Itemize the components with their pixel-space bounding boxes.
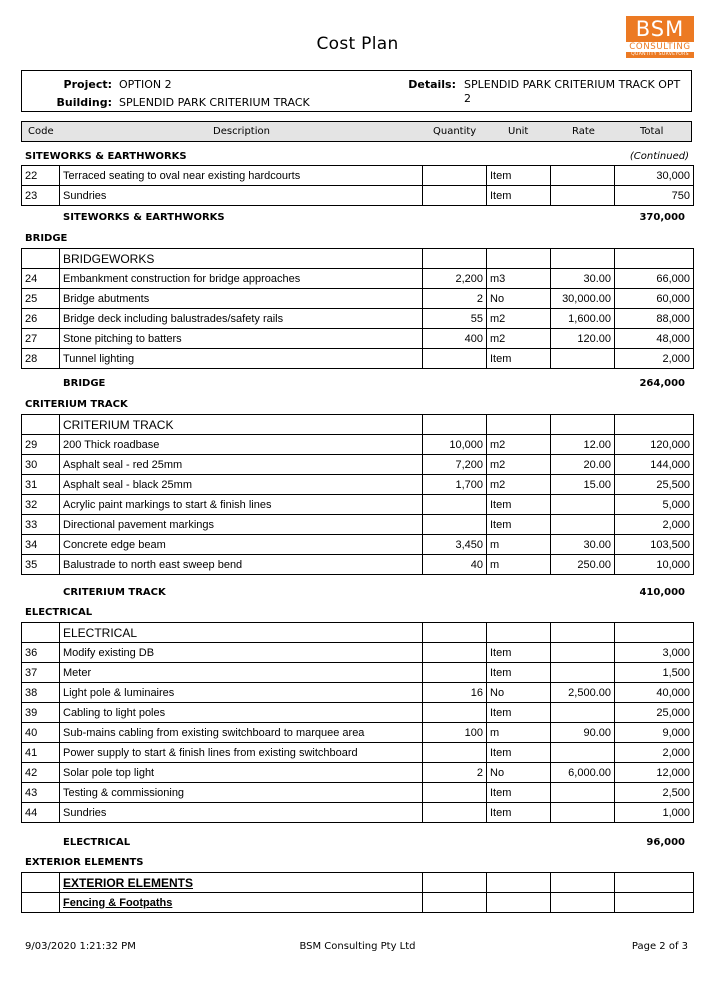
details-value-line2: 2 [464,92,471,105]
cell-total: 2,000 [615,515,694,535]
table-heading-row [22,415,694,435]
table-heading: BRIDGEWORKS [60,249,423,269]
cell-description: Tunnel lighting [60,349,423,369]
table-row [22,703,694,723]
col-rate: Rate [572,126,595,137]
cell-quantity: 2 [423,763,487,783]
cell-rate: 120.00 [551,329,615,349]
table-row [22,435,694,455]
cell-unit: Item [487,663,551,683]
cell-quantity [423,663,487,683]
cell-unit: No [487,289,551,309]
cell-quantity [423,166,487,186]
cell-description: Asphalt seal - black 25mm [60,475,423,495]
cell-total: 1,500 [615,663,694,683]
logo-main: BSM [626,16,694,42]
section-label-exterior: EXTERIOR ELEMENTS [25,857,144,868]
cell-quantity [423,803,487,823]
cell-quantity: 7,200 [423,455,487,475]
cell-rate: 250.00 [551,555,615,575]
cell-quantity [423,349,487,369]
cell-quantity: 2,200 [423,269,487,289]
project-info-box [21,70,692,112]
cell-quantity [423,515,487,535]
section-label-siteworks: SITEWORKS & EARTHWORKS [25,151,187,162]
cell-description: Meter [60,663,423,683]
table-row [22,269,694,289]
cell-rate [551,803,615,823]
cell-total: 10,000 [615,555,694,575]
cell-total: 2,500 [615,783,694,803]
cell-quantity: 400 [423,329,487,349]
table-row [22,166,694,186]
cell-rate: 1,600.00 [551,309,615,329]
bsm-logo [626,16,694,62]
section-label-electrical: ELECTRICAL [25,607,93,618]
cell-rate: 30.00 [551,269,615,289]
subtotal-value-siteworks: 370,000 [639,212,685,223]
cell-code: 39 [22,703,60,723]
table-heading: ELECTRICAL [60,623,423,643]
table-row [22,349,694,369]
cell-code: 38 [22,683,60,703]
cell-total: 144,000 [615,455,694,475]
criterium-table [21,414,694,575]
footer-company: BSM Consulting Pty Ltd [299,941,416,952]
cell-unit: m [487,723,551,743]
cell-description: Solar pole top light [60,763,423,783]
cell-description: 200 Thick roadbase [60,435,423,455]
cell-unit: Item [487,515,551,535]
table-heading: CRITERIUM TRACK [60,415,423,435]
table-row [22,803,694,823]
cell-quantity [423,186,487,206]
cell-unit: m3 [487,269,551,289]
cell-quantity: 10,000 [423,435,487,455]
col-total: Total [640,126,664,137]
table-row [22,515,694,535]
col-description: Description [213,126,270,137]
cell-quantity: 100 [423,723,487,743]
cell-description: Balustrade to north east sweep bend [60,555,423,575]
cell-total: 9,000 [615,723,694,743]
table-row [22,535,694,555]
cell-description: Stone pitching to batters [60,329,423,349]
cell-unit: Item [487,783,551,803]
cell-unit: Item [487,643,551,663]
cell-quantity [423,783,487,803]
cell-description: Bridge deck including balustrades/safety rails [60,309,423,329]
subtotal-label-bridge: BRIDGE [63,378,106,389]
cell-description: Acrylic paint markings to start & finish lines [60,495,423,515]
subtotal-value-criterium: 410,000 [639,587,685,598]
cell-description: Terraced seating to oval near existing hardcourts [60,166,423,186]
cell-rate: 6,000.00 [551,763,615,783]
cell-unit: m2 [487,329,551,349]
cell-code: 27 [22,329,60,349]
table-row [22,475,694,495]
cell-total: 1,000 [615,803,694,823]
cell-unit: m2 [487,435,551,455]
cell-unit: Item [487,495,551,515]
cell-rate: 90.00 [551,723,615,743]
table-heading-row [22,623,694,643]
subtotal-label-criterium: CRITERIUM TRACK [63,587,166,598]
cell-description: Sub-mains cabling from existing switchboard to marquee area [60,723,423,743]
table-row [22,663,694,683]
cell-description: Cabling to light poles [60,703,423,723]
table-row [22,289,694,309]
cell-unit: m [487,535,551,555]
section-label-criterium: CRITERIUM TRACK [25,399,128,410]
cell-quantity [423,495,487,515]
cell-rate [551,743,615,763]
cell-unit: Item [487,166,551,186]
cell-unit: Item [487,186,551,206]
cell-total: 2,000 [615,743,694,763]
cell-code: 31 [22,475,60,495]
cell-total: 60,000 [615,289,694,309]
cell-code: 44 [22,803,60,823]
cell-rate [551,349,615,369]
cell-rate [551,663,615,683]
table-row [22,723,694,743]
cell-quantity: 2 [423,289,487,309]
cell-total: 40,000 [615,683,694,703]
cell-description: Bridge abutments [60,289,423,309]
cell-rate [551,643,615,663]
project-value: OPTION 2 [119,78,172,91]
cell-description: Sundries [60,186,423,206]
cell-code: 32 [22,495,60,515]
cell-rate [551,495,615,515]
table-row [22,683,694,703]
logo-sub: CONSULTING [629,42,691,52]
cell-quantity: 40 [423,555,487,575]
cell-code: 23 [22,186,60,206]
cell-code: 41 [22,743,60,763]
continued-label: (Continued) [629,151,689,162]
exterior-subheading: Fencing & Footpaths [60,893,423,913]
cell-rate: 30,000.00 [551,289,615,309]
cell-description: Power supply to start & finish lines from existing switchboard [60,743,423,763]
section-label-bridge: BRIDGE [25,233,68,244]
cell-code: 37 [22,663,60,683]
table-row [22,743,694,763]
cell-code: 35 [22,555,60,575]
footer-datetime: 9/03/2020 1:21:32 PM [25,941,136,952]
cell-unit: Item [487,703,551,723]
cell-code: 26 [22,309,60,329]
exterior-table [21,872,694,913]
cell-rate: 15.00 [551,475,615,495]
cell-code: 34 [22,535,60,555]
table-row [22,783,694,803]
cell-total: 750 [615,186,694,206]
cell-rate: 2,500.00 [551,683,615,703]
building-value: SPLENDID PARK CRITERIUM TRACK [119,96,310,109]
cell-description: Embankment construction for bridge approaches [60,269,423,289]
cell-unit: No [487,763,551,783]
table-row [22,555,694,575]
cell-unit: Item [487,349,551,369]
cell-total: 103,500 [615,535,694,555]
cell-total: 25,500 [615,475,694,495]
cell-code: 42 [22,763,60,783]
cell-total: 2,000 [615,349,694,369]
subtotal-label-electrical: ELECTRICAL [63,837,131,848]
cell-code: 30 [22,455,60,475]
cell-total: 66,000 [615,269,694,289]
table-row [22,455,694,475]
cell-rate [551,166,615,186]
details-value-line1: SPLENDID PARK CRITERIUM TRACK OPT [464,78,681,91]
cell-total: 48,000 [615,329,694,349]
cell-quantity: 3,450 [423,535,487,555]
subtotal-value-bridge: 264,000 [639,378,685,389]
electrical-table [21,622,694,823]
column-header [21,121,692,142]
siteworks-table [21,165,694,206]
col-code: Code [28,126,54,137]
cell-code: 28 [22,349,60,369]
building-label: Building: [56,96,112,109]
col-quantity: Quantity [433,126,477,137]
cell-description: Testing & commissioning [60,783,423,803]
cell-rate [551,703,615,723]
table-row [22,643,694,663]
table-row [22,495,694,515]
cell-quantity: 16 [423,683,487,703]
cell-total: 30,000 [615,166,694,186]
table-row [22,329,694,349]
cell-code: 24 [22,269,60,289]
cell-code: 22 [22,166,60,186]
cell-total: 3,000 [615,643,694,663]
subtotal-label-siteworks: SITEWORKS & EARTHWORKS [63,212,225,223]
cell-unit: m2 [487,475,551,495]
cell-quantity: 55 [423,309,487,329]
cell-code: 36 [22,643,60,663]
bridge-table [21,248,694,369]
cell-unit: Item [487,803,551,823]
cell-total: 5,000 [615,495,694,515]
cell-description: Light pole & luminaires [60,683,423,703]
cell-description: Sundries [60,803,423,823]
cell-description: Modify existing DB [60,643,423,663]
cell-quantity [423,743,487,763]
footer-page-number: Page 2 of 3 [631,941,688,952]
cell-quantity [423,703,487,723]
logo-tagline: QUANTITY SURVEYORS [626,52,694,58]
cell-total: 88,000 [615,309,694,329]
cell-unit: m [487,555,551,575]
cell-description: Directional pavement markings [60,515,423,535]
cell-code: 40 [22,723,60,743]
exterior-heading: EXTERIOR ELEMENTS [60,873,423,893]
page-title: Cost Plan [316,34,399,54]
cell-rate [551,515,615,535]
cell-rate [551,186,615,206]
table-row [22,309,694,329]
cell-code: 33 [22,515,60,535]
cell-description: Concrete edge beam [60,535,423,555]
cell-rate: 12.00 [551,435,615,455]
table-row [22,873,694,893]
cell-unit: m2 [487,309,551,329]
table-heading-row [22,249,694,269]
cell-rate: 30.00 [551,535,615,555]
cell-code: 25 [22,289,60,309]
details-label: Details: [408,78,456,91]
col-unit: Unit [508,126,529,137]
cell-unit: Item [487,743,551,763]
table-row [22,186,694,206]
cell-code: 43 [22,783,60,803]
cell-total: 120,000 [615,435,694,455]
project-label: Project: [63,78,112,91]
cell-unit: m2 [487,455,551,475]
cell-quantity: 1,700 [423,475,487,495]
cell-code: 29 [22,435,60,455]
cell-quantity [423,643,487,663]
table-row [22,893,694,913]
cell-rate [551,783,615,803]
subtotal-value-electrical: 96,000 [646,837,685,848]
cell-total: 25,000 [615,703,694,723]
cell-rate: 20.00 [551,455,615,475]
cell-description: Asphalt seal - red 25mm [60,455,423,475]
cell-total: 12,000 [615,763,694,783]
cell-unit: No [487,683,551,703]
table-row [22,763,694,783]
